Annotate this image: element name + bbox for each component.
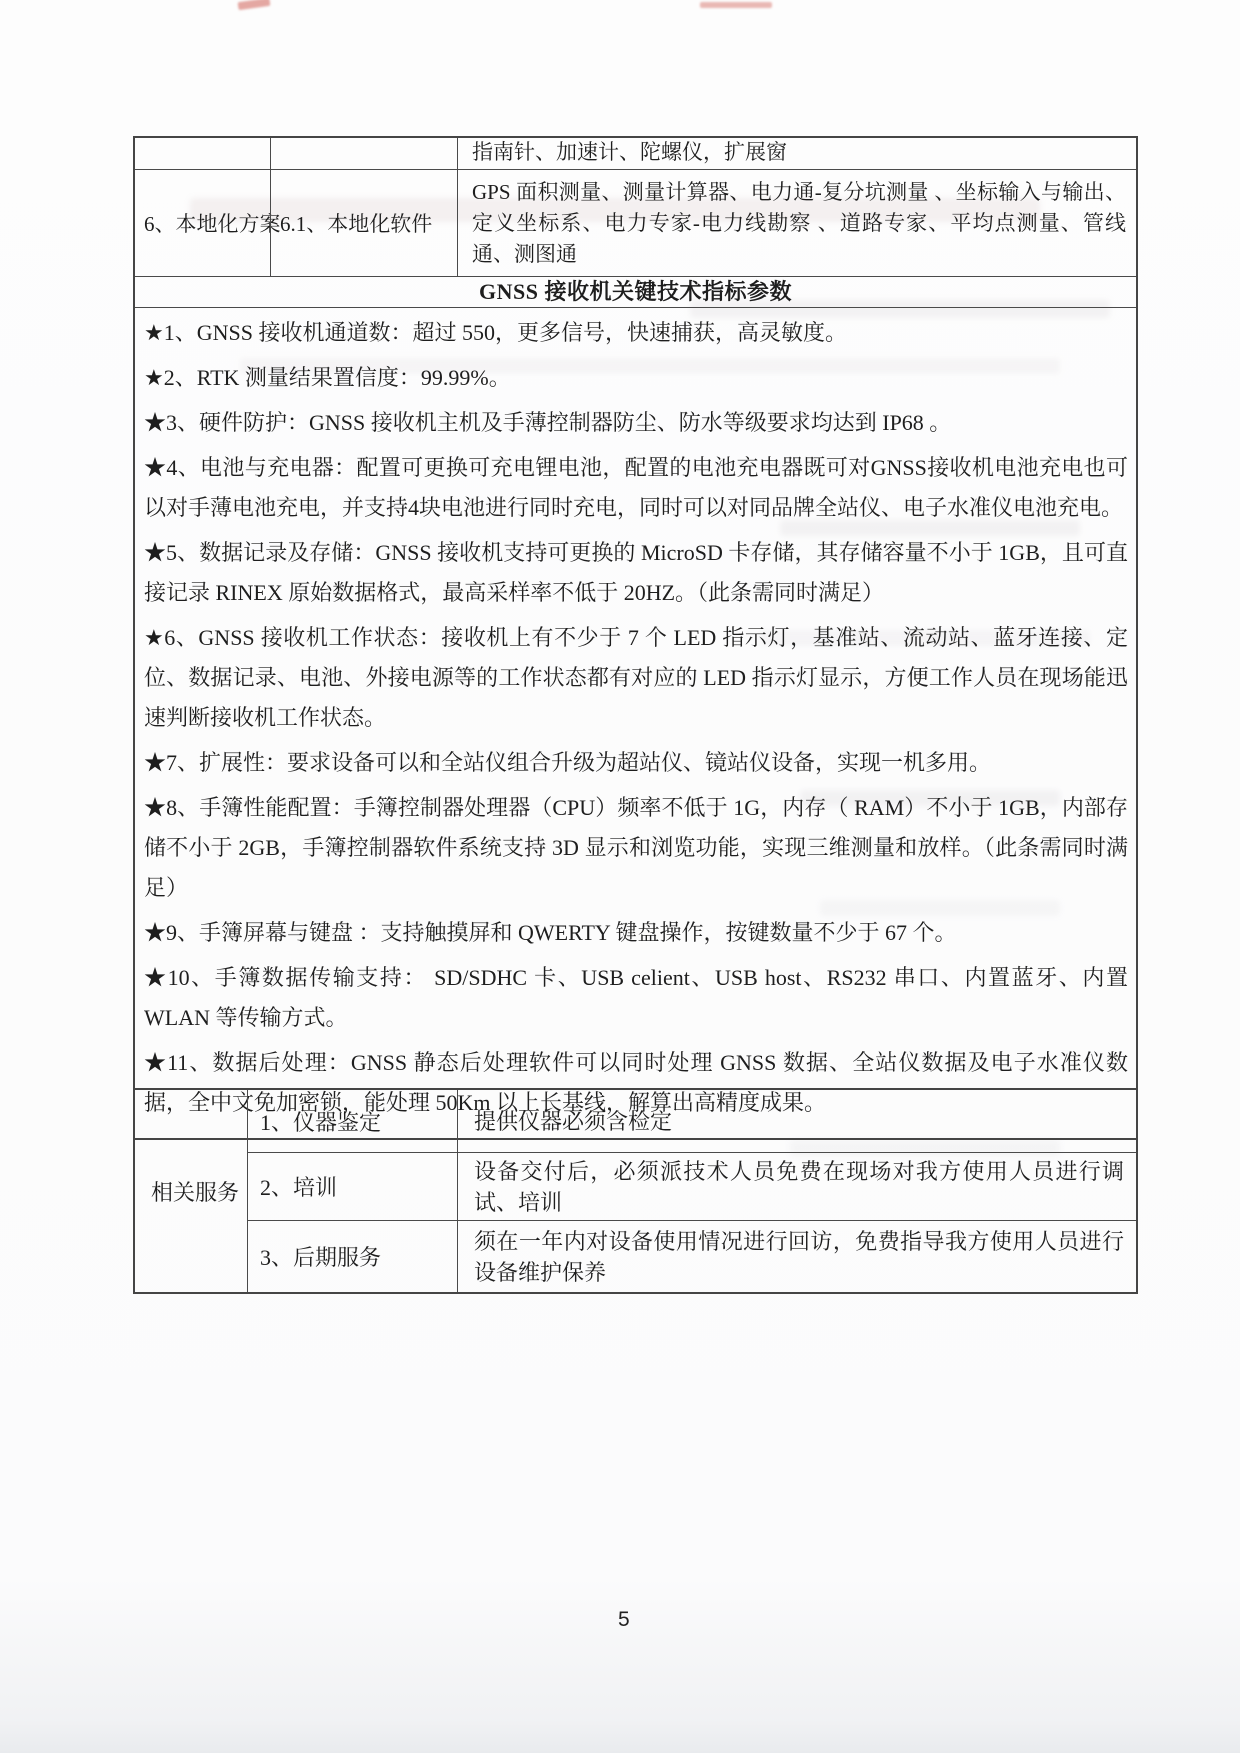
- spec-table: [133, 136, 1138, 1140]
- spec-item-2: ★2、RTK 测量结果置信度：99.99%。: [144, 365, 511, 390]
- spec-item-10: ★10、手簿数据传输支持： SD/SDHC 卡、USB celient、USB host、RS232 串口、内置蓝牙、内置 WLAN 等传输方式。: [144, 965, 1128, 1030]
- service-row-label: 2、培训: [247, 1152, 457, 1220]
- table-cell-software-title: 6.1、本地化软件: [270, 170, 457, 276]
- spec-item-7: ★7、扩展性：要求设备可以和全站仪组合升级为超站仪、镜站仪设备，实现一机多用。: [144, 750, 992, 775]
- spec-item-11: ★11、数据后处理：GNSS 静态后处理软件可以同时处理 GNSS 数据、全站仪数据及电子水准仪数据，全中文免加密锁，能处理 50Km 以上长基线，解算出高精度成果。: [144, 1050, 1128, 1115]
- spec-item-3: ★3、硬件防护：GNSS 接收机主机及手薄控制器防尘、防水等级要求均达到 IP68 。: [144, 410, 952, 435]
- spec-item-6: ★6、GNSS 接收机工作状态：接收机上有不少于 7 个 LED 指示灯，基准站、流动站、蓝牙连接、定位、数据记录、电池、外接电源等的工作状态都有对应的 LED 指示灯显示，方便工作人员在现场能迅速判断接收机工作状态。: [144, 625, 1128, 730]
- table-cell-software-list: GPS 面积测量、测量计算器、电力通-复分坑测量 、坐标输入与输出、定义坐标系、电力专家-电力线勘察 、道路专家、平均点测量、管线通、测图通: [457, 170, 1136, 276]
- spec-item-8: ★8、手簿性能配置：手簿控制器处理器（CPU）频率不低于 1G，内存（ RAM）不小于 1GB，内部存储不小于 2GB，手簿控制器软件系统支持 3D 显示和浏览功能，实现三维测量和放样。（此条需同时满足）: [144, 795, 1128, 900]
- service-row-label: 3、后期服务: [247, 1220, 457, 1292]
- service-row-desc: [457, 1090, 1136, 1152]
- service-row-desc: [457, 1152, 1136, 1220]
- service-row-desc-text: 须在一年内对设备使用情况进行回访，免费指导我方使用人员进行设备维护保养: [474, 1229, 1124, 1285]
- services-table: [133, 1088, 1138, 1294]
- spec-list: [135, 307, 1136, 1138]
- service-row-desc: [457, 1220, 1136, 1292]
- section-header: GNSS 接收机关键技术指标参数: [135, 276, 1136, 307]
- service-row-desc-text: 设备交付后，必须派技术人员免费在现场对我方使用人员进行调试、培训: [474, 1159, 1124, 1215]
- table-cell-plan-title: 6、本地化方案: [144, 212, 281, 236]
- table-cell-empty: [270, 138, 457, 169]
- page-number: 5: [618, 1608, 630, 1631]
- spec-item-1: ★1、GNSS 接收机通道数：超过 550，更多信号，快速捕获，高灵敏度。: [144, 320, 847, 345]
- scan-red-mark: [238, 0, 271, 10]
- table-cell-sensors: 指南针、加速计、陀螺仪，扩展窗: [457, 138, 1136, 169]
- table-row: [135, 138, 1136, 169]
- spec-item-5: ★5、数据记录及存储：GNSS 接收机支持可更换的 MicroSD 卡存储，其存储容量不小于 1GB，且可直接记录 RINEX 原始数据格式，最高采样率不低于 20HZ。（此条需同时满足）: [144, 540, 1128, 605]
- spec-item-4: ★4、电池与充电器：配置可更换可充电锂电池，配置的电池充电器既可对GNSS接收机电池充电也可以对手薄电池充电，并支持4块电池进行同时充电，同时可以对同品牌全站仪、电子水准仪电池充电。: [144, 455, 1128, 520]
- service-row-label: 1、仪器鉴定: [247, 1090, 457, 1152]
- services-header-cell: 相关服务: [151, 1179, 240, 1205]
- table-cell-empty: [135, 138, 270, 169]
- service-row-desc-text: 提供仪器必须含检定: [474, 1109, 673, 1134]
- table-row: [135, 169, 1136, 276]
- scan-red-mark: [700, 2, 772, 8]
- spec-item-9: ★9、手簿屏幕与键盘 ：支持触摸屏和 QWERTY 键盘操作，按键数量不少于 67 个。: [144, 920, 957, 945]
